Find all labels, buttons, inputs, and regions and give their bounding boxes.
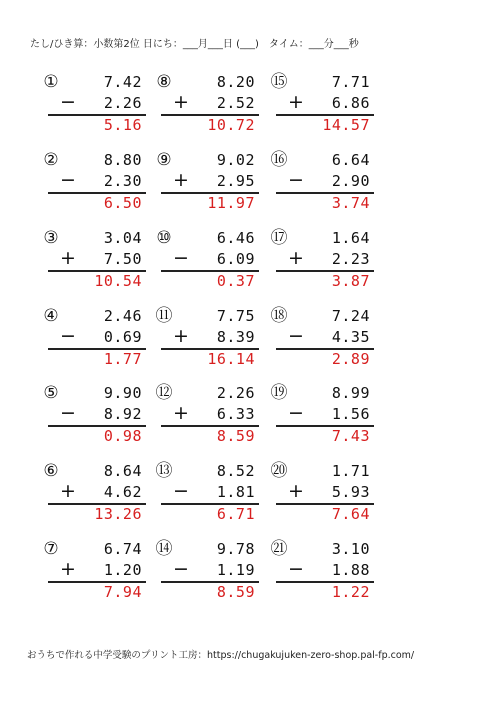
problem-7 [40,538,152,606]
second-operand: 2.30 [103,172,142,190]
problem-12 [153,382,265,450]
problem-number: ① [43,72,59,92]
operator-sign: + [173,91,189,113]
answer-value: 11.97 [207,194,255,212]
problem-number: ⑧ [156,72,172,92]
second-operand: 1.20 [103,561,142,579]
problem-number: ⑭ [155,539,173,559]
worksheet-footer: おうちで作れる中学受験のプリント工房：https://chugakujuken-zero-shop.pal-fp.com/ [27,650,415,661]
first-operand: 6.46 [216,229,255,247]
problem-number: ⑱ [270,306,288,326]
second-operand: 1.88 [331,561,370,579]
answer-value: 0.98 [103,427,142,445]
answer-value: 7.43 [331,427,370,445]
operator-sign: + [173,402,189,424]
problem-number: ⑤ [43,383,59,403]
first-operand: 7.75 [216,307,255,325]
problem-number: ⑳ [270,461,288,481]
worksheet-header: たし/ひき算：小数第2位 日にち：___月___日 (___) タイム：___分___秒 [30,39,359,50]
first-operand: 2.46 [103,307,142,325]
second-operand: 2.95 [216,172,255,190]
answer-value: 2.89 [331,350,370,368]
first-operand: 1.64 [331,229,370,247]
problem-18 [268,305,380,373]
problem-number: ⑬ [155,461,173,481]
second-operand: 8.92 [103,405,142,423]
operator-sign: − [288,325,304,347]
operator-sign: − [173,247,189,269]
problem-number: ⑫ [155,383,173,403]
problem-5 [40,382,152,450]
answer-value: 1.77 [103,350,142,368]
answer-value: 6.71 [216,505,255,523]
problem-number: ⑲ [270,383,288,403]
first-operand: 8.20 [216,73,255,91]
problem-11 [153,305,265,373]
operator-sign: − [288,169,304,191]
answer-value: 5.16 [103,116,142,134]
problem-number: ⑥ [43,461,59,481]
first-operand: 3.04 [103,229,142,247]
problem-number: ④ [43,306,59,326]
answer-value: 0.37 [216,272,255,290]
first-operand: 9.02 [216,151,255,169]
problem-4 [40,305,152,373]
second-operand: 4.62 [103,483,142,501]
second-operand: 4.35 [331,328,370,346]
answer-value: 3.74 [331,194,370,212]
operator-sign: − [60,169,76,191]
operator-sign: − [288,558,304,580]
answer-value: 8.59 [216,427,255,445]
second-operand: 6.86 [331,94,370,112]
problem-13 [153,460,265,528]
operator-sign: − [60,402,76,424]
operator-sign: − [60,325,76,347]
problem-21 [268,538,380,606]
operator-sign: + [60,247,76,269]
first-operand: 1.71 [331,462,370,480]
first-operand: 6.64 [331,151,370,169]
answer-value: 7.64 [331,505,370,523]
first-operand: 6.74 [103,540,142,558]
first-operand: 2.26 [216,384,255,402]
problem-number: ② [43,150,59,170]
answer-value: 16.14 [207,350,255,368]
second-operand: 0.69 [103,328,142,346]
problem-number: ⑪ [155,306,173,326]
second-operand: 2.52 [216,94,255,112]
first-operand: 8.52 [216,462,255,480]
problem-15 [268,71,380,139]
first-operand: 3.10 [331,540,370,558]
operator-sign: − [173,480,189,502]
operator-sign: + [173,169,189,191]
problem-16 [268,149,380,217]
first-operand: 8.64 [103,462,142,480]
answer-value: 13.26 [94,505,142,523]
problem-3 [40,227,152,295]
problem-1 [40,71,152,139]
second-operand: 8.39 [216,328,255,346]
problem-20 [268,460,380,528]
answer-value: 7.94 [103,583,142,601]
operator-sign: + [60,480,76,502]
second-operand: 1.19 [216,561,255,579]
problem-number: ⑯ [270,150,288,170]
answer-value: 10.72 [207,116,255,134]
first-operand: 8.80 [103,151,142,169]
operator-sign: + [173,325,189,347]
answer-value: 6.50 [103,194,142,212]
first-operand: 9.90 [103,384,142,402]
problem-number: ㉑ [270,539,288,559]
second-operand: 6.33 [216,405,255,423]
first-operand: 7.42 [103,73,142,91]
operator-sign: + [288,480,304,502]
second-operand: 5.93 [331,483,370,501]
first-operand: 8.99 [331,384,370,402]
problem-number: ⑩ [156,228,172,248]
second-operand: 2.23 [331,250,370,268]
second-operand: 2.90 [331,172,370,190]
problem-9 [153,149,265,217]
operator-sign: − [60,91,76,113]
problem-number: ③ [43,228,59,248]
first-operand: 9.78 [216,540,255,558]
problem-17 [268,227,380,295]
problem-number: ⑨ [156,150,172,170]
first-operand: 7.71 [331,73,370,91]
second-operand: 7.50 [103,250,142,268]
problem-10 [153,227,265,295]
operator-sign: − [288,402,304,424]
problem-number: ⑮ [270,72,288,92]
second-operand: 1.56 [331,405,370,423]
problem-2 [40,149,152,217]
problem-number: ⑦ [43,539,59,559]
problem-number: ⑰ [270,228,288,248]
second-operand: 1.81 [216,483,255,501]
problem-6 [40,460,152,528]
second-operand: 6.09 [216,250,255,268]
problem-19 [268,382,380,450]
operator-sign: + [60,558,76,580]
first-operand: 7.24 [331,307,370,325]
answer-value: 10.54 [94,272,142,290]
operator-sign: + [288,91,304,113]
second-operand: 2.26 [103,94,142,112]
problem-14 [153,538,265,606]
answer-value: 3.87 [331,272,370,290]
problem-8 [153,71,265,139]
answer-value: 8.59 [216,583,255,601]
answer-value: 14.57 [322,116,370,134]
operator-sign: − [173,558,189,580]
operator-sign: + [288,247,304,269]
answer-value: 1.22 [331,583,370,601]
